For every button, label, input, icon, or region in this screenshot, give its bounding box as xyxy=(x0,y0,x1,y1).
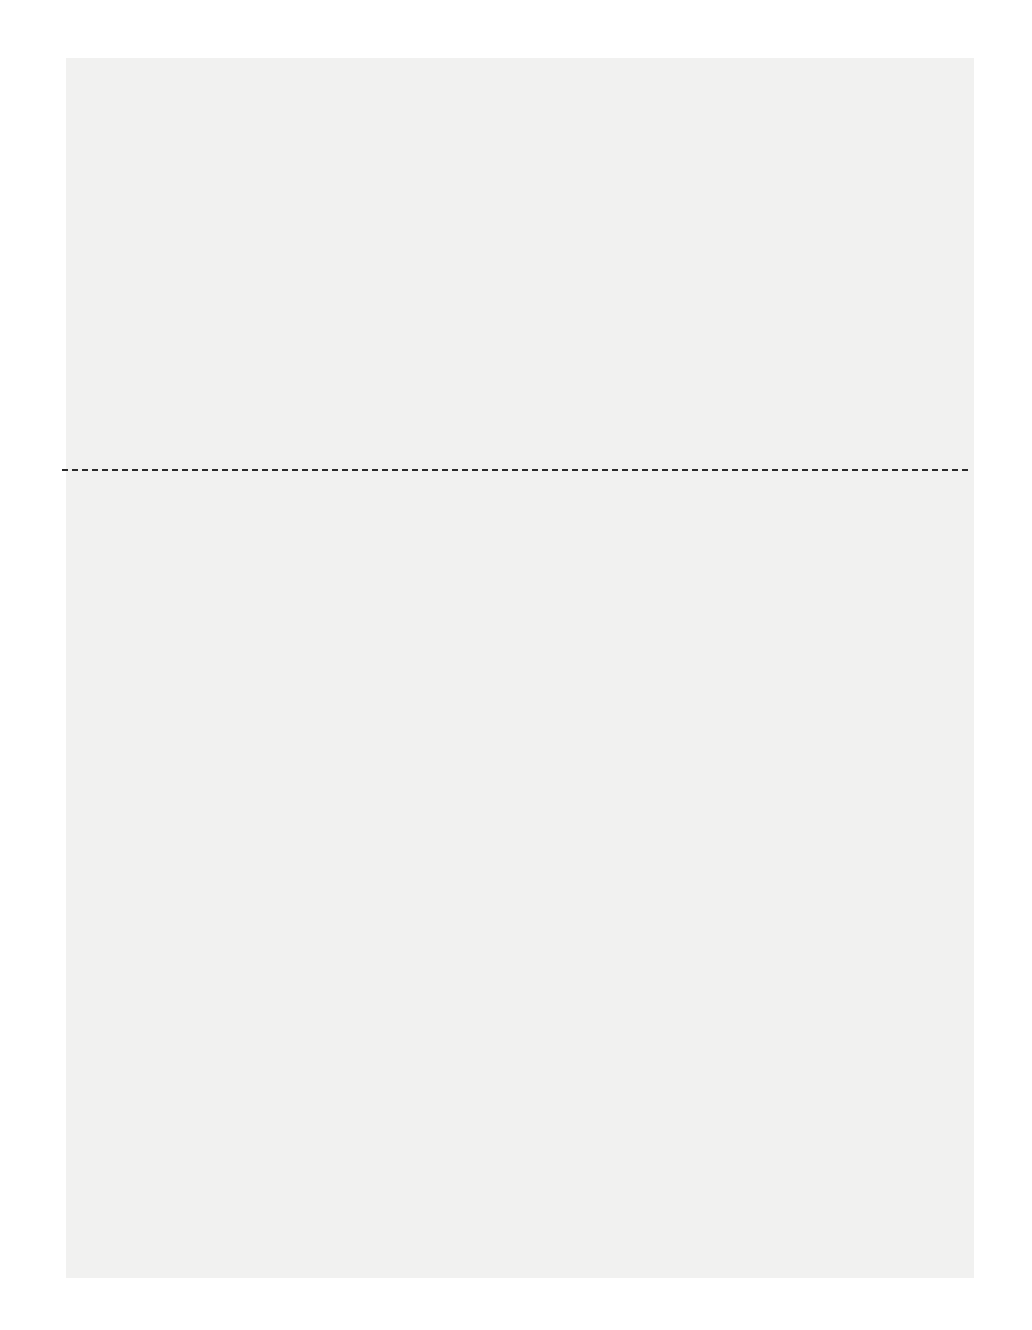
scanned-sheet xyxy=(66,58,974,1278)
header-divider xyxy=(62,469,968,471)
